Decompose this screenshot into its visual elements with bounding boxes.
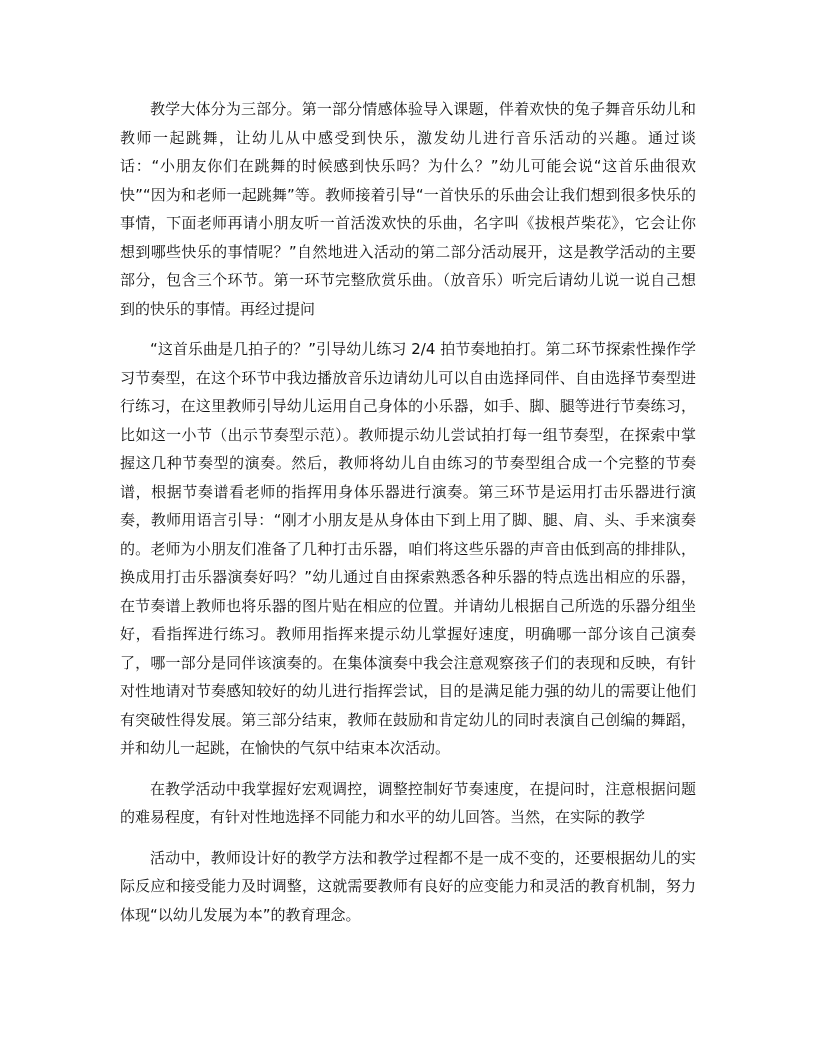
paragraph-2: “这首乐曲是几拍子的？”引导幼儿练习 2/4 拍节奏地拍打。第二环节探索性操作学习节奏型，在这个环节中我边播放音乐边请幼儿可以自由选择同伴、自由选择节奏型进行练习，在这里教师引导幼儿运用自己身体的小乐器，如手、脚、腿等进行节奏练习，比如这一小节（出示节奏型示范）。教师提示幼儿尝试拍打每一组节奏型，在探索中掌握这几种节奏型的演奏。然后，教师将幼儿自由练习的节奏型组合成一个完整的节奏谱，根据节奏谱看老师的指挥用身体乐器进行演奏。第三环节是运用打击乐器进行演奏，教师用语言引导：“刚才小朋友是从身体由下到上用了脚、腿、肩、头、手来演奏的。老师为小朋友们准备了几种打击乐器，咱们将这些乐器的声音由低到高的排排队，换成用打击乐器演奏好吗？”幼儿通过自由探索熟悉各种乐器的特点选出相应的乐器，在节奏谱上教师也将乐器的图片贴在相应的位置。并请幼儿根据自己所选的乐器分组坐好，看指挥进行练习。教师用指挥来提示幼儿掌握好速度，明确哪一部分该自己演奏了，哪一部分是同伴该演奏的。在集体演奏中我会注意观察孩子们的表现和反映，有针对性地请对节奏感知较好的幼儿进行指挥尝试，目的是满足能力强的幼儿的需要让他们有突破性得发展。第三部分结束，教师在鼓励和肯定幼儿的同时表演自己创编的舞蹈，并和幼儿一起跳，在愉快的气氛中结束本次活动。 xyxy=(120,340,696,757)
paragraph-3: 在教学活动中我掌握好宏观调控，调整控制好节奏速度，在提问时，注意根据问题的难易程度，有针对性地选择不同能力和水平的幼儿回答。当然，在实际的教学 xyxy=(120,779,696,826)
document-page xyxy=(120,95,696,941)
paragraph-1: 教学大体分为三部分。第一部分情感体验导入课题，伴着欢快的兔子舞音乐幼儿和教师一起跳舞，让幼儿从中感受到快乐，激发幼儿进行音乐活动的兴趣。通过谈话：“小朋友你们在跳舞的时候感到快乐吗？为什么？”幼儿可能会说“这首乐曲很欢快”“因为和老师一起跳舞”等。教师接着引导“一首快乐的乐曲会让我们想到很多快乐的事情，下面老师再请小朋友听一首活泼欢快的乐曲，名字叫《拔根芦柴花》，它会让你想到哪些快乐的事情呢？”自然地进入活动的第二部分活动展开，这是教学活动的主要部分，包含三个环节。第一环节完整欣赏乐曲。（放音乐）听完后请幼儿说一说自己想到的快乐的事情。再经过提问 xyxy=(120,100,696,318)
paragraph-4: 活动中，教师设计好的教学方法和教学过程都不是一成不变的，还要根据幼儿的实际反应和接受能力及时调整，这就需要教师有良好的应变能力和灵活的教育机制，努力体现“以幼儿发展为本”的教育理念。 xyxy=(120,848,696,924)
